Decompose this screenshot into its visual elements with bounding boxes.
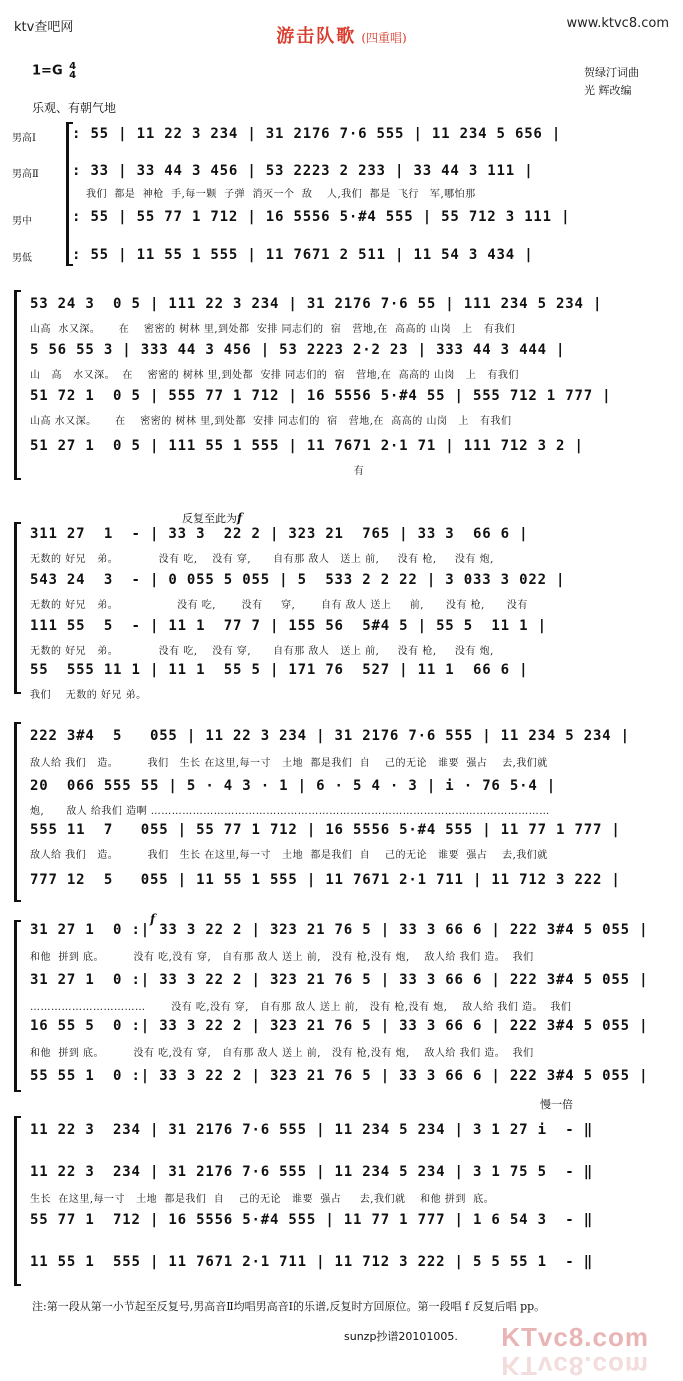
score-row: 555 11 7 055 | 55 77 1 712 | 16 5556 5·#4 555 | 11 77 1 777 | xyxy=(30,822,621,838)
part-label-tenor-2: 男高Ⅱ xyxy=(12,169,39,180)
time-top: 4 xyxy=(69,61,77,72)
score-row: 55 77 1 712 | 16 5556 5·#4 555 | 11 77 1 777 | 1 6 54 3 - ‖ xyxy=(30,1212,593,1228)
part-label-baritone: 男中 xyxy=(12,216,32,227)
part-label-tenor-1: 男高Ⅰ xyxy=(12,133,36,144)
lyrics-row: 山 高 水又深。 在 密密的 树林 里,到处都 安排 同志们的 宿 营地,在 高高的 山岗 上 有我们 xyxy=(30,370,519,381)
lyrics-row: 有 xyxy=(30,466,365,477)
score-row: 111 55 5 - | 11 1 77 7 | 155 56 5#4 5 | 55 5 11 1 | xyxy=(30,618,547,634)
dynamic-forte: f xyxy=(150,912,156,926)
time-signature xyxy=(69,62,76,80)
score-row: 5 56 55 3 | 333 44 3 456 | 53 2223 2·2 23 | 333 44 3 444 | xyxy=(30,342,566,358)
lyrics-row: 炮, 敌人 给我们 造啊 …………………………………………………………………………………………………… xyxy=(30,806,550,817)
lyrics-row: 敌人给 我们 造。 我们 生长 在这里,每一寸 土地 都是我们 自 己的无论 谁要 强占 去,我们就 xyxy=(30,758,548,769)
system-bracket xyxy=(14,1116,21,1286)
lyrics-row: 生长 在这里,每一寸 土地 都是我们 自 己的无论 谁要 强占 去,我们就 和他 拼到 底。 xyxy=(30,1194,495,1205)
key-signature xyxy=(32,62,76,80)
score-row: : 55 | 11 22 3 234 | 31 2176 7·6 555 | 11 234 5 656 | xyxy=(72,126,562,142)
dynamic-forte: f xyxy=(237,511,243,525)
score-row: : 55 | 11 55 1 555 | 11 7671 2 511 | 11 54 3 434 | xyxy=(72,247,534,263)
score-row: 51 72 1 0 5 | 555 77 1 712 | 16 5556 5·#4 55 | 555 712 1 777 | xyxy=(30,388,612,404)
score-row: 11 55 1 555 | 11 7671 2·1 711 | 11 712 3 222 | 5 5 55 1 - ‖ xyxy=(30,1254,593,1270)
lyrics-row: …………………………… 没有 吃,没有 穿, 自有那 敌人 送上 前, 没有 枪,没有 炮, 敌人给 我们 造。 我们 xyxy=(30,1002,572,1013)
system-bracket xyxy=(66,122,73,266)
score-row: 31 27 1 0 :| 33 3 22 2 | 323 21 76 5 | 33 3 66 6 | 222 3#4 5 055 | xyxy=(30,972,649,988)
site-url-right[interactable]: www.ktvc8.com xyxy=(566,16,669,31)
score-row: : 55 | 55 77 1 712 | 16 5556 5·#4 555 | 55 712 3 111 | xyxy=(72,209,571,225)
song-subtitle: (四重唱) xyxy=(361,31,407,45)
arranger-credit: 光 辉改编 xyxy=(584,84,632,97)
watermark-reflection: KTvc8.com xyxy=(501,1351,649,1381)
score-row: 222 3#4 5 055 | 11 22 3 234 | 31 2176 7·6 555 | 11 234 5 234 | xyxy=(30,728,630,744)
system-bracket xyxy=(14,290,21,480)
score-row: : 33 | 33 44 3 456 | 53 2223 2 233 | 33 44 3 111 | xyxy=(72,163,534,179)
lyrics-row: 我们 无数的 好兄 弟。 xyxy=(30,690,147,701)
watermark-logo: KTvc8.com xyxy=(501,1322,649,1352)
lyrics-row: 山高 水又深。 在 密密的 树林 里,到处都 安排 同志们的 宿 营地,在 高高的 山岗 上 有我们 xyxy=(30,416,512,427)
repeat-sign-label xyxy=(182,510,242,526)
score-row: 55 555 11 1 | 11 1 55 5 | 171 76 527 | 11 1 66 6 | xyxy=(30,662,529,678)
lyrics-row: 我们 都是 神枪 手,每一颗 子弹 消灭一个 敌 人,我们 都是 飞行 军,哪怕那 xyxy=(86,189,476,200)
score-row: 777 12 5 055 | 11 55 1 555 | 11 7671 2·1 711 | 11 712 3 222 | xyxy=(30,872,621,888)
transcriber-credit: sunzp抄谱20101005. xyxy=(344,1330,458,1343)
song-title: 游击队歌 xyxy=(276,26,357,47)
lyrics-row: 和他 拼到 底。 没有 吃,没有 穿, 自有那 敌人 送上 前, 没有 枪,没有 炮, 敌人给 我们 造。 我们 xyxy=(30,952,534,963)
repeat-sign-text: 反复至此为 xyxy=(182,512,237,525)
score-row: 543 24 3 - | 0 055 5 055 | 5 533 2 2 22 | 3 033 3 022 | xyxy=(30,572,566,588)
lyrics-row: 敌人给 我们 造。 我们 生长 在这里,每一寸 土地 都是我们 自 己的无论 谁要 强占 去,我们就 xyxy=(30,850,548,861)
score-row: 11 22 3 234 | 31 2176 7·6 555 | 11 234 5 234 | 3 1 27 i - ‖ xyxy=(30,1122,593,1138)
score-row: 31 27 1 0 :| 33 3 22 2 | 323 21 76 5 | 33 3 66 6 | 222 3#4 5 055 | xyxy=(30,922,649,938)
key-label: 1=G xyxy=(32,63,63,79)
system-bracket xyxy=(14,522,21,694)
score-row: 51 27 1 0 5 | 111 55 1 555 | 11 7671 2·1 71 | 111 712 3 2 | xyxy=(30,438,584,454)
lyricist-credit: 贺绿汀词曲 xyxy=(584,66,639,79)
score-row: 20 066 555 55 | 5 · 4 3 · 1 | 6 · 5 4 · 3 | i · 76 5·4 | xyxy=(30,778,557,794)
song-title-block xyxy=(0,22,683,48)
footnote: 注:第一段从第一小节起至反复号,男高音Ⅱ均唱男高音Ⅰ的乐谱,反复时方回原位。第一段唱 f 反复后唱 pp。 xyxy=(32,1300,546,1313)
score-row: 11 22 3 234 | 31 2176 7·6 555 | 11 234 5 234 | 3 1 75 5 - ‖ xyxy=(30,1164,593,1180)
time-bottom: 4 xyxy=(69,70,77,81)
score-row: 55 55 1 0 :| 33 3 22 2 | 323 21 76 5 | 33 3 66 6 | 222 3#4 5 055 | xyxy=(30,1068,649,1084)
lyrics-row: 山高 水又深。 在 密密的 树林 里,到处都 安排 同志们的 宿 营地,在 高高的 山岗 上 有我们 xyxy=(30,324,516,335)
system-bracket xyxy=(14,920,21,1092)
tempo-change-label: 慢一倍 xyxy=(540,1098,573,1111)
site-name-left[interactable]: ktv查吧网 xyxy=(14,20,74,35)
part-label-bass: 男低 xyxy=(12,253,32,264)
tempo-marking: 乐观、有朝气地 xyxy=(32,101,117,115)
system-bracket xyxy=(14,722,21,902)
score-row: 16 55 5 0 :| 33 3 22 2 | 323 21 76 5 | 33 3 66 6 | 222 3#4 5 055 | xyxy=(30,1018,649,1034)
lyrics-row: 无数的 好兄 弟。 没有 吃, 没有 穿, 自有那 敌人 送上 前, 没有 枪, 没有 炮, xyxy=(30,554,494,565)
score-row: 53 24 3 0 5 | 111 22 3 234 | 31 2176 7·6 55 | 111 234 5 234 | xyxy=(30,296,603,312)
score-row: 311 27 1 - | 33 3 22 2 | 323 21 765 | 33 3 66 6 | xyxy=(30,526,529,542)
lyrics-row: 无数的 好兄 弟。 没有 吃, 没有 穿, 自有 敌人 送上 前, 没有 枪, 没有 xyxy=(30,600,528,611)
lyrics-row: 无数的 好兄 弟。 没有 吃, 没有 穿, 自有那 敌人 送上 前, 没有 枪, 没有 炮, xyxy=(30,646,494,657)
lyrics-row: 和他 拼到 底。 没有 吃,没有 穿, 自有那 敌人 送上 前, 没有 枪,没有 炮, 敌人给 我们 造。 我们 xyxy=(30,1048,534,1059)
